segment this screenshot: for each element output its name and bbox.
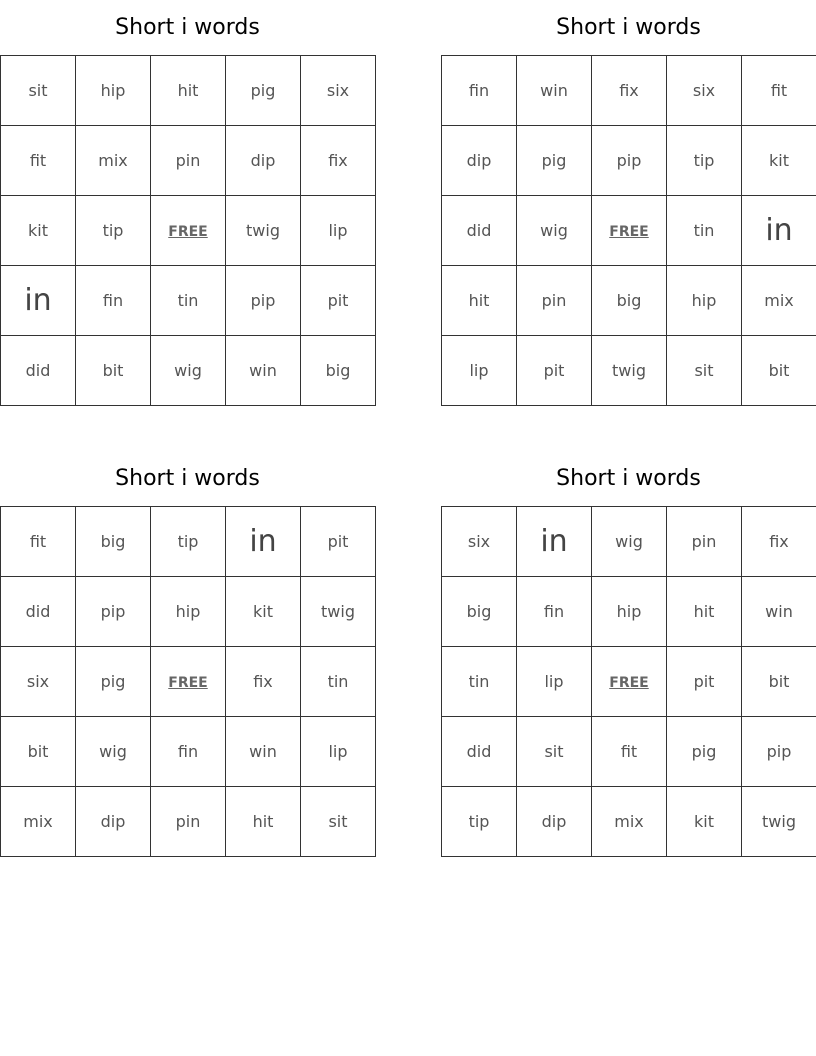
grid-cell: fit [592,717,667,787]
grid-row [1,787,376,857]
grid-cell: fix [226,647,301,717]
grid-cell: pig [667,717,742,787]
grid-row [1,56,376,126]
grid-row [442,126,816,196]
grid-cell: big [76,507,151,577]
grid-cell: pip [742,717,816,787]
grid-cell: twig [592,336,667,406]
grid-cell: hit [226,787,301,857]
grid-cell: lip [517,647,592,717]
grid-cell: pit [301,266,376,336]
grid-cell [592,196,667,266]
grid-row [442,196,816,266]
grid-row [1,196,376,266]
grid-cell: bit [76,336,151,406]
grid-cell: twig [226,196,301,266]
grid-cell: wig [592,507,667,577]
grid-cell: dip [442,126,517,196]
grid-cell: pip [592,126,667,196]
grid-cell: hit [442,266,517,336]
grid-cell: did [442,717,517,787]
grid-row [1,577,376,647]
card-title: Short i words [115,466,260,491]
free-space-label: FREE [168,224,208,240]
grid-row [1,717,376,787]
grid-row [442,717,816,787]
grid-cell: wig [76,717,151,787]
grid-cell: pin [151,126,226,196]
grid-cell: six [1,647,76,717]
grid-cell: fit [742,56,816,126]
free-space-label: FREE [609,675,649,691]
grid-cell: win [226,717,301,787]
grid-cell: kit [1,196,76,266]
grid-cell: kit [667,787,742,857]
grid-cell: pip [226,266,301,336]
grid-cell: twig [301,577,376,647]
grid-cell [592,647,667,717]
grid-cell: mix [742,266,816,336]
grid-cell: mix [592,787,667,857]
grid-cell: win [517,56,592,126]
bingo-grid [0,55,376,406]
grid-cell: bit [1,717,76,787]
grid-row [442,336,816,406]
grid-cell: dip [517,787,592,857]
grid-cell: wig [517,196,592,266]
grid-row [442,507,816,577]
grid-cell: pip [76,577,151,647]
bingo-grid [441,55,816,406]
grid-cell: bit [742,336,816,406]
grid-cell: dip [226,126,301,196]
grid-cell: hit [667,577,742,647]
grid-cell: hip [667,266,742,336]
grid-row [442,56,816,126]
grid-cell: pin [151,787,226,857]
grid-cell: kit [742,126,816,196]
grid-cell: in [517,507,592,577]
grid-cell: fit [1,126,76,196]
grid-cell [151,196,226,266]
grid-cell: pig [76,647,151,717]
card-title: Short i words [556,466,701,491]
grid-row [1,507,376,577]
free-space-label: FREE [168,675,208,691]
grid-row [442,787,816,857]
grid-cell: fix [742,507,816,577]
grid-cell: mix [76,126,151,196]
grid-cell: fit [1,507,76,577]
grid-cell: dip [76,787,151,857]
grid-cell: pin [517,266,592,336]
grid-cell: did [1,336,76,406]
grid-cell: tip [151,507,226,577]
grid-cell: lip [301,717,376,787]
grid-cell: pit [667,647,742,717]
grid-cell: six [667,56,742,126]
grid-row [1,266,376,336]
grid-cell: did [442,196,517,266]
grid-cell: twig [742,787,816,857]
grid-row [442,577,816,647]
grid-cell: pit [517,336,592,406]
grid-row [1,336,376,406]
grid-cell: hit [151,56,226,126]
free-space-label: FREE [609,224,649,240]
grid-row [1,126,376,196]
bingo-grid [0,506,376,857]
grid-cell: in [226,507,301,577]
grid-cell: tin [667,196,742,266]
grid-row [442,266,816,336]
grid-cell: sit [667,336,742,406]
grid-cell: fin [151,717,226,787]
grid-cell: did [1,577,76,647]
grid-row [442,647,816,717]
grid-cell: hip [76,56,151,126]
grid-cell: tip [667,126,742,196]
grid-cell: six [301,56,376,126]
grid-cell: sit [517,717,592,787]
grid-cell: win [742,577,816,647]
grid-cell: in [1,266,76,336]
grid-cell: tip [76,196,151,266]
grid-cell: tin [301,647,376,717]
grid-cell: fix [301,126,376,196]
grid-cell: pig [226,56,301,126]
grid-cell: six [442,507,517,577]
grid-cell: win [226,336,301,406]
grid-cell: big [592,266,667,336]
grid-cell: fin [442,56,517,126]
grid-cell: sit [301,787,376,857]
grid-cell: lip [301,196,376,266]
card-title: Short i words [115,15,260,40]
grid-row [1,647,376,717]
grid-cell: pit [301,507,376,577]
grid-cell: fin [517,577,592,647]
grid-cell: wig [151,336,226,406]
grid-cell: kit [226,577,301,647]
grid-cell: bit [742,647,816,717]
grid-cell: tin [442,647,517,717]
grid-cell: mix [1,787,76,857]
grid-cell: hip [151,577,226,647]
grid-cell: pig [517,126,592,196]
card-title: Short i words [556,15,701,40]
grid-cell: sit [1,56,76,126]
grid-cell: hip [592,577,667,647]
grid-cell: big [301,336,376,406]
grid-cell: tin [151,266,226,336]
grid-cell: fix [592,56,667,126]
grid-cell: tip [442,787,517,857]
grid-cell: pin [667,507,742,577]
bingo-grid [441,506,816,857]
grid-cell: in [742,196,816,266]
grid-cell: fin [76,266,151,336]
grid-cell [151,647,226,717]
grid-cell: big [442,577,517,647]
grid-cell: lip [442,336,517,406]
